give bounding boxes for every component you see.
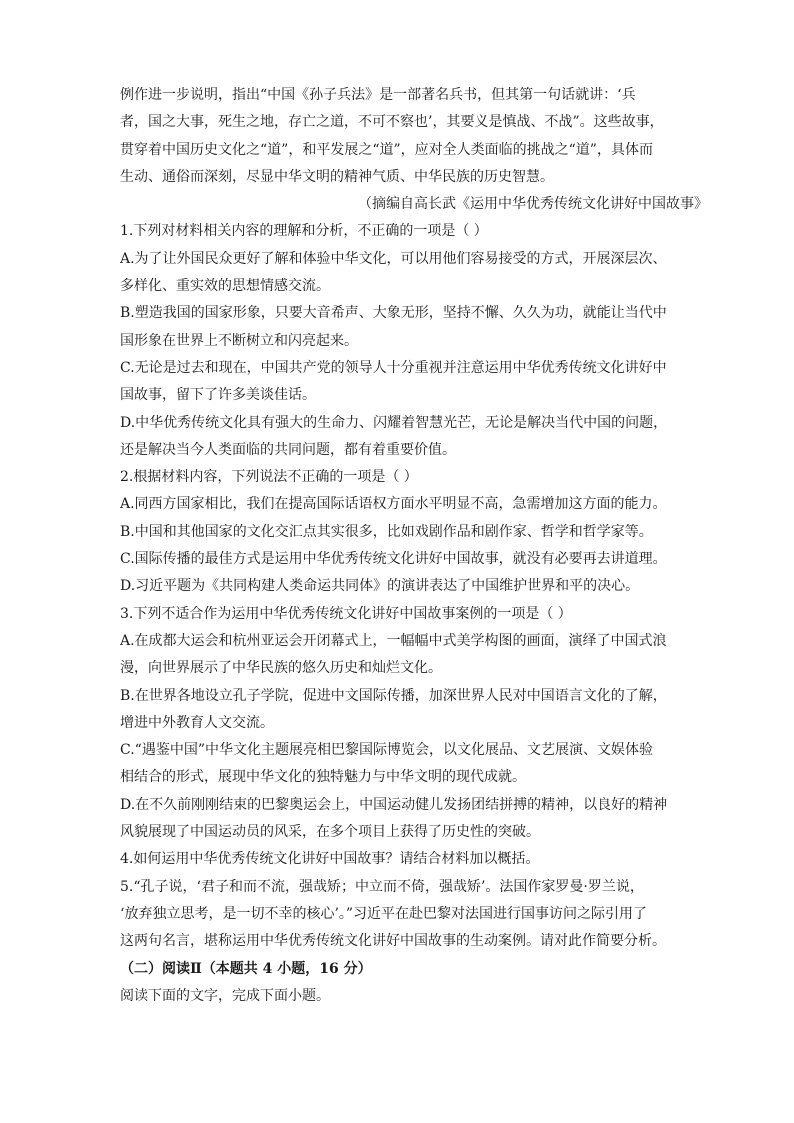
q3-option-a: A.在成都大运会和杭州亚运会开闭幕式上，一幅幅中式美学构图的画面，演绎了中国式浪 — [120, 632, 667, 649]
q3-option-b: B.在世界各地设立孔子学院，促进中文国际传播，加深世界人民对中国语言文化的了解， — [120, 687, 667, 704]
q3-option-b-cont: 增进中外教育人文交流。 — [120, 714, 274, 731]
passage-line: 例作进一步说明，指出“中国《孙子兵法》是一部著名兵书，但其第一句话就讲：‘兵 — [120, 87, 636, 103]
passage-line: 者，国之大事，死生之地，存亡之道，不可不察也’，其要义是慎战、不战”。这些故事， — [120, 114, 664, 131]
question-3-stem: 3.下列不适合作为运用中华优秀传统文化讲好中国故事案例的一项是（ ） — [120, 605, 572, 622]
q3-option-a-cont: 漫，向世界展示了中华民族的悠久历史和灿烂文化。 — [120, 660, 442, 677]
q3-option-c: C.“遇鉴中国”中华文化主题展亮相巴黎国际博览会，以文化展品、文艺展演、文娱体验 — [120, 742, 653, 759]
reading-instruction: 阅读下面的文字，完成下面小题。 — [120, 987, 330, 1004]
q1-option-a: A.为了让外国民众更好了解和体验中华文化，可以用他们容易接受的方式，开展深层次、 — [120, 250, 667, 267]
q2-option-c: C.国际传播的最佳方式是运用中华优秀传统文化讲好中国故事，就没有必要再去讲道理。 — [120, 551, 667, 568]
question-1-stem: 1.下列对材料相关内容的理解和分析，不正确的一项是（ ） — [120, 223, 488, 240]
question-5-line: 这两句名言，堪称运用中华优秀传统文化讲好中国故事的生动案例。请对此作简要分析。 — [120, 933, 666, 950]
q2-option-b: B.中国和其他国家的文化交汇点其实很多，比如戏剧作品和剧作家、哲学和哲学家等。 — [120, 523, 653, 540]
q3-option-c-cont: 相结合的形式，展现中华文化的独特魅力与中华文明的现代成就。 — [120, 769, 526, 786]
q1-option-b-cont: 国形象在世界上不断树立和闪亮起来。 — [120, 332, 358, 349]
source-citation: （摘编自高长武《运用中华优秀传统文化讲好中国故事》 — [358, 196, 708, 213]
q1-option-a-cont: 多样化、重实效的思想情感交流。 — [120, 278, 330, 295]
section-heading: （二）阅读Ⅱ（本题共 4 小题，16 分） — [120, 960, 372, 977]
q1-option-d-cont: 还是解决当今人类面临的共同问题，都有着重要价值。 — [120, 441, 456, 458]
question-2-stem: 2.根据材料内容，下列说法不正确的一项是（ ） — [120, 469, 418, 486]
q2-option-a: A.同西方国家相比，我们在提高国际话语权方面水平明显不高，急需增加这方面的能力。 — [120, 496, 667, 513]
passage-line: 贯穿着中国历史文化之“道”，和平发展之“道”，应对全人类面临的挑战之“道”，具体而 — [120, 141, 653, 158]
q1-option-b: B.塑造我国的国家形象，只要大音希声、大象无形，坚持不懈、久久为功，就能让当代中 — [120, 305, 667, 322]
q3-option-d-cont: 风貌展现了中国运动员的风采，在多个项目上获得了历史性的突破。 — [120, 824, 540, 841]
q1-option-c-cont: 国故事，留下了许多美谈佳话。 — [120, 387, 316, 404]
q2-option-d: D.习近平题为《共同构建人类命运共同体》的演讲表达了中国维护世界和平的决心。 — [120, 578, 640, 595]
question-4: 4.如何运用中华优秀传统文化讲好中国故事？请结合材料加以概括。 — [120, 851, 540, 868]
passage-line: 生动、通俗而深刻，尽显中华文明的精神气质、中华民族的历史智慧。 — [120, 168, 554, 185]
question-5-line: 5.“孔子说，‘君子和而不流，强哉矫；中立而不倚，强哉矫’。法国作家罗曼·罗兰说， — [120, 878, 644, 895]
q3-option-d: D.在不久前刚刚结束的巴黎奥运会上，中国运动健儿发扬团结拼搏的精神，以良好的精神 — [120, 796, 668, 813]
question-5-line: ‘放弃独立思考，是一切不幸的核心’。”习近平在赴巴黎对法国进行国事访问之际引用了 — [120, 905, 648, 922]
q1-option-c: C.无论是过去和现在，中国共产党的领导人十分重视并注意运用中华优秀传统文化讲好中 — [120, 359, 667, 376]
q1-option-d: D.中华优秀传统文化具有强大的生命力、闪耀着智慧光芒，无论是解决当代中国的问题， — [120, 414, 668, 431]
